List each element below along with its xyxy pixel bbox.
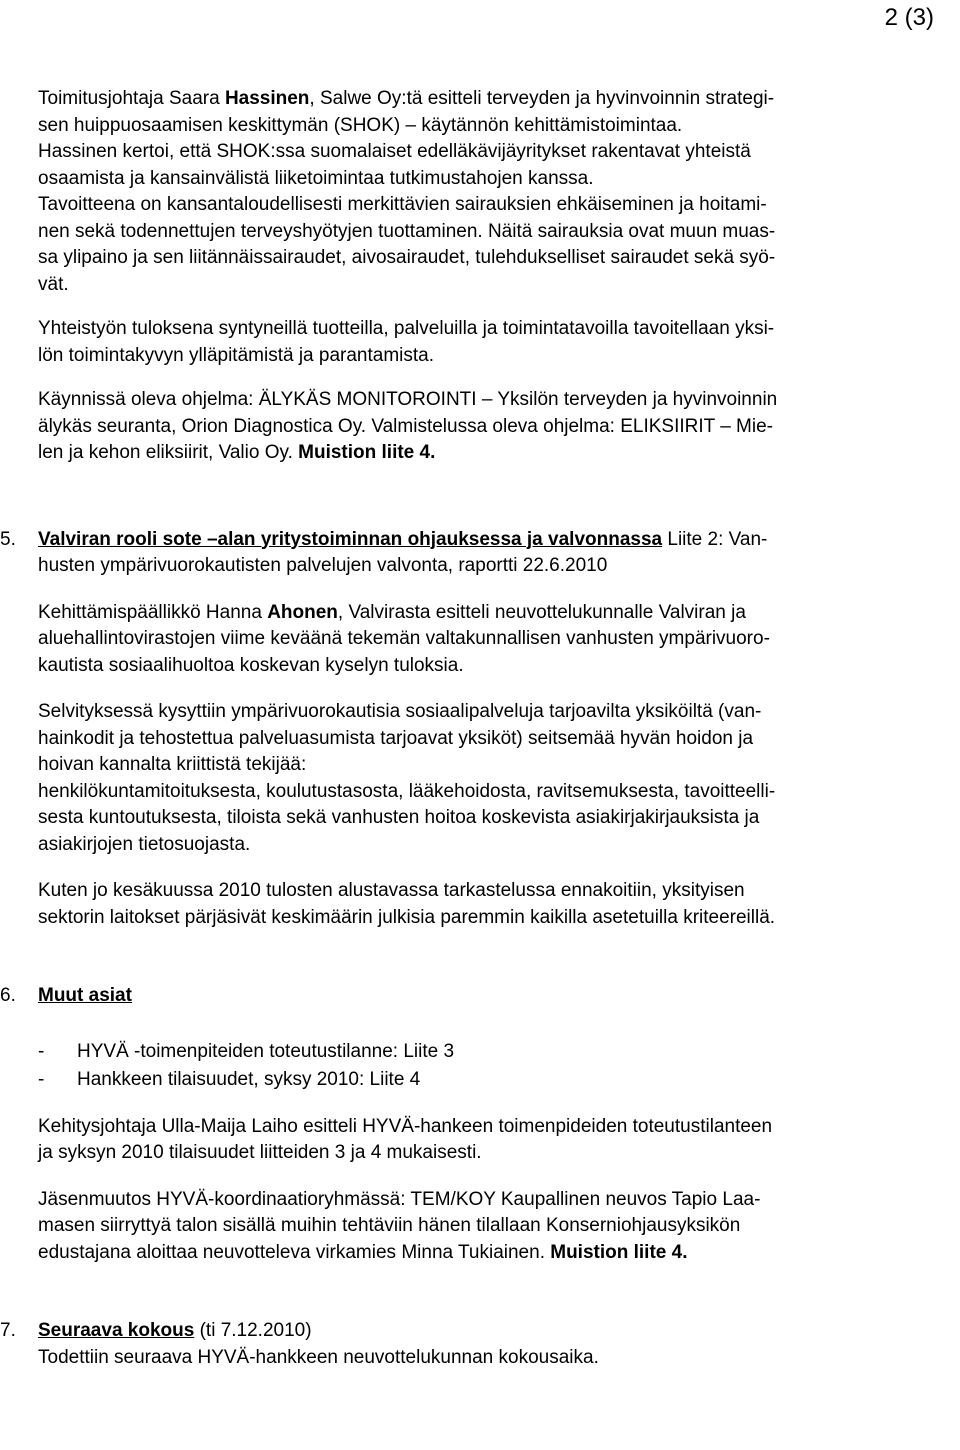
section-6-title: Muut asiat	[38, 985, 132, 1006]
section-7-title-rest: (ti 7.12.2010)	[194, 1320, 312, 1341]
section-7-heading	[0, 1318, 953, 1345]
list-item	[38, 1038, 953, 1066]
intro-p1-a: Toimitusjohtaja Saara	[38, 88, 225, 109]
intro-paragraph-1	[38, 86, 953, 298]
section-5-number: 5.	[0, 528, 16, 550]
section-6-number: 6.	[0, 985, 16, 1006]
list-dash: -	[38, 1068, 45, 1090]
intro-paragraph-2: Yhteistyön tuloksena syntyneillä tuotteilla, palveluilla ja toimintatavoilla tavoitellaan yksi- lön toimintakyvyn ylläpitämistä ja parantamista.	[38, 318, 775, 366]
list-dash: -	[38, 1040, 45, 1062]
list-item-text: Hankkeen tilaisuudet, syksy 2010: Liite 4	[77, 1068, 421, 1090]
section-6-heading	[0, 983, 953, 1010]
page-number: 2 (3)	[884, 4, 934, 31]
section-6-p2-a: Jäsenmuutos HYVÄ-koordinaatioryhmässä: TEM/KOY Kaupallinen neuvos Tapio Laa- masen siirryttyä talon sisällä muihin tehtäviin hänen tilallaan Konserniohjausyksikön edustajana aloittaa neuvotteleva virkamies Minna Tukiainen.	[38, 1188, 761, 1263]
list-item-text: HYVÄ -toimenpiteiden toteutustilanne: Liite 3	[77, 1040, 455, 1062]
section-5-p1-a: Kehittämispäällikkö Hanna	[38, 601, 268, 623]
section-7-title: Seuraava kokous	[38, 1320, 195, 1341]
section-5-title-rest: Liite 2: Van- husten ympärivuorokautisten palvelujen valvonta, raportti 22.6.2010	[38, 528, 768, 576]
section-6-list	[38, 1038, 953, 1094]
section-5-heading	[0, 527, 953, 580]
section-6-p2-attachment: Muistion liite 4.	[550, 1241, 688, 1263]
intro-p1-c: , Salwe Oy:tä esitteli terveyden ja hyvinvoinnin strategi- sen huippuosaamisen keskittymän (SHOK) – käytännön kehittämistoimintaa. Hassinen kertoi, että SHOK:ssa suomalaiset edelläkävijäyritykset rakentavat yhteistä osaamista ja kansainvälistä liiketoimintaa tutkimustahojen kanssa. Tavoitteena on kansantaloudellisesti merkittävien sairauksien ehkäiseminen ja hoitami- nen sekä todennettujen terveyshyötyjen tuottaminen. Näitä sairauksia ovat muun muas- sa ylipaino ja sen liitännäissairaudet, aivosairaudet, tulehdukselliset sairaudet sekä syö- vät.	[38, 88, 776, 295]
list-item	[38, 1066, 953, 1094]
intro-paragraph-3	[38, 387, 953, 467]
section-7-paragraph-1: Todettiin seuraava HYVÄ-hankkeen neuvottelukunnan kokousaika.	[38, 1346, 599, 1368]
section-5-title: Valviran rooli sote –alan yritystoiminnan ohjauksessa ja valvonnassa	[38, 528, 663, 550]
intro-p3-attachment: Muistion liite 4.	[298, 442, 436, 463]
intro-p3-a: Käynnissä oleva ohjelma: ÄLYKÄS MONITOROINTI – Yksilön terveyden ja hyvinvoinnin älykäs seuranta, Orion Diagnostica Oy. Valmistelussa oleva ohjelma: ELIKSIIRIT – Mie- len ja kehon eliksiirit, Valio Oy.	[38, 389, 778, 463]
intro-p1-name: Hassinen	[224, 88, 310, 109]
section-5-paragraph-1	[38, 600, 953, 680]
section-7-number: 7.	[0, 1320, 16, 1341]
section-5-paragraph-3: Kuten jo kesäkuussa 2010 tulosten alustavassa tarkastelussa ennakoitiin, yksityisen sektorin laitokset pärjäsivät keskimäärin julkisia paremmin kaikilla asetetuilla kriteereillä.	[38, 880, 776, 928]
section-6-paragraph-1: Kehitysjohtaja Ulla-Maija Laiho esitteli HYVÄ-hankeen toimenpideiden toteutustilanteen ja syksyn 2010 tilaisuudet liitteiden 3 ja 4 mukaisesti.	[38, 1115, 773, 1163]
section-6-paragraph-2	[38, 1187, 953, 1267]
section-5-p1-c: , Valvirasta esitteli neuvottelukunnalle Valviran ja aluehallintovirastojen viime keväänä tekemän valtakunnallisen vanhusten ympärivuoro- kautista sosiaalihuoltoa koskevan kyselyn tuloksia.	[38, 601, 770, 676]
section-5-p1-name: Ahonen	[267, 601, 338, 623]
section-5-paragraph-2: Selvityksessä kysyttiin ympärivuorokautisia sosiaalipalveluja tarjoavilta yksiköiltä (van- hainkodit ja tehostettua palveluasumista tarjoavat yksiköt) seitsemää hyvän hoidon ja hoivan kannalta kriittistä tekijää: henkilökuntamitoituksesta, koulutustasosta, lääkehoidosta, ravitsemuksesta, tavoitteelli- sesta kuntoutuksesta, tiloista sekä vanhusten hoitoa koskevista asiakirjakirjauksista ja asiakirjojen tietosuojasta.	[38, 701, 776, 855]
document-body	[0, 86, 953, 1371]
